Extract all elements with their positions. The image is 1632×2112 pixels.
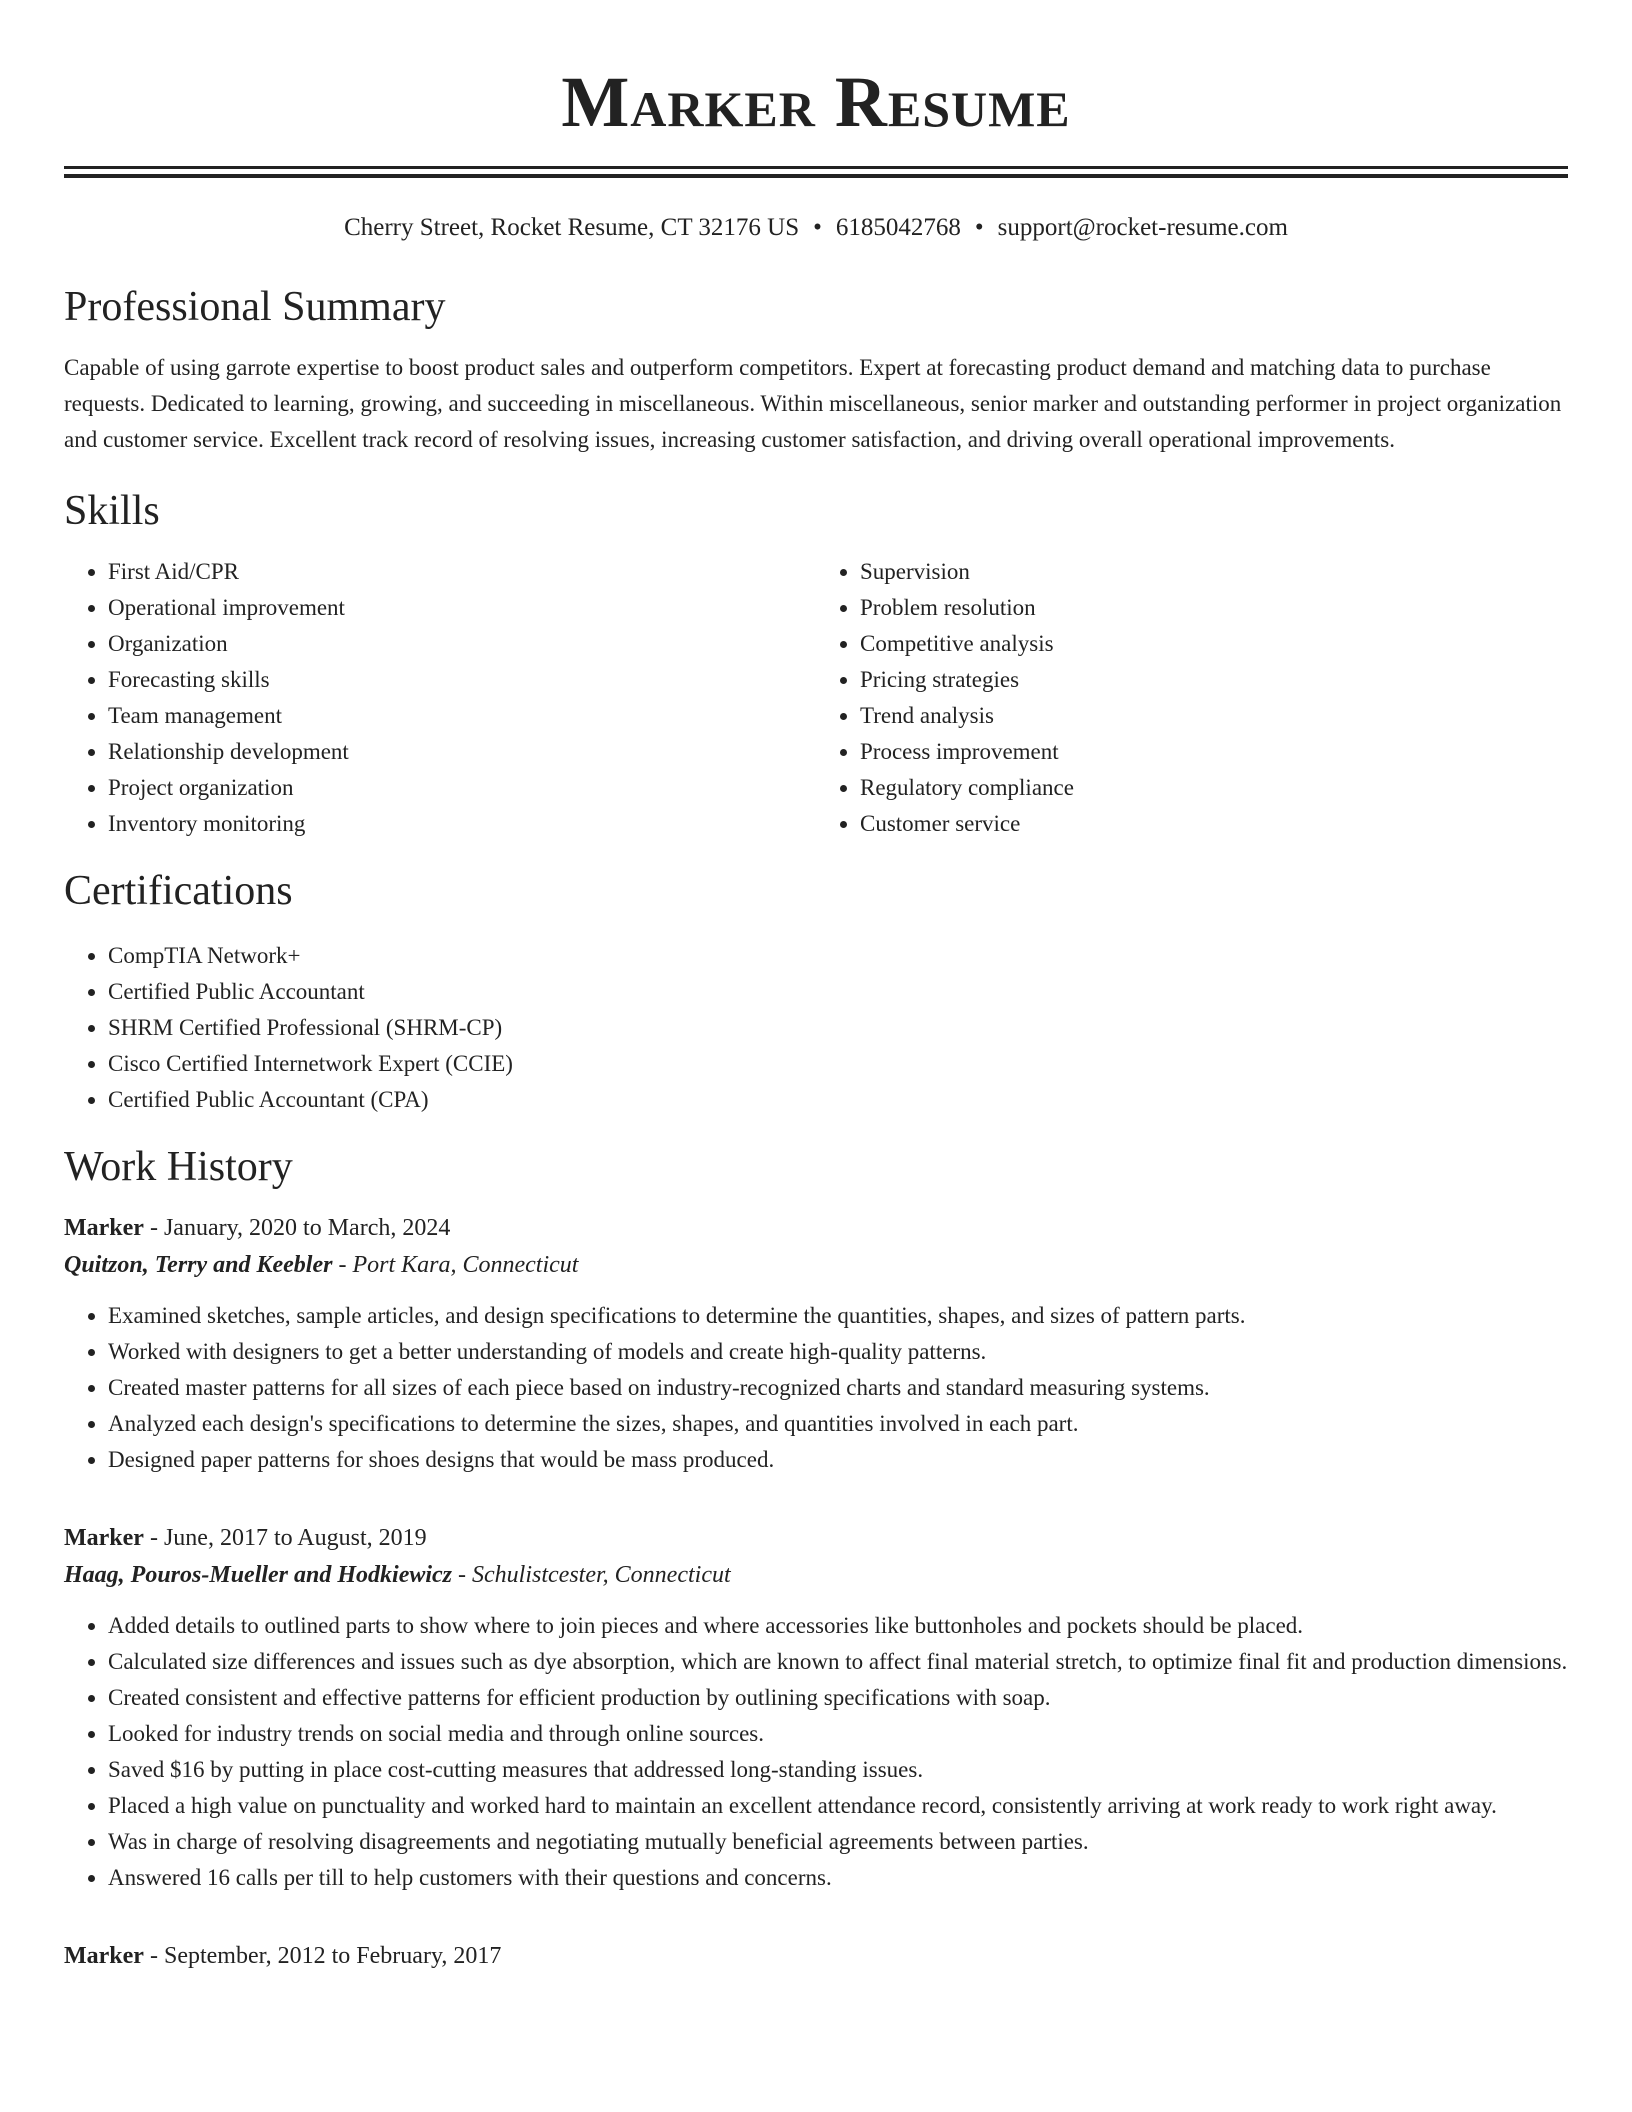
skill-item: • Team management [108,698,816,734]
job-company-line [64,1556,1568,1594]
contact-email: support@rocket-resume.com [997,214,1288,241]
skill-item: • Competitive analysis [860,626,1568,662]
job-bullet: • Designed paper patterns for shoes designs that would be mass produced. [108,1442,1568,1478]
job-dates: January, 2020 to March, 2024 [163,1215,451,1241]
job-bullet: • Looked for industry trends on social media and through online sources. [108,1716,1568,1752]
skill-item: • First Aid/CPR [108,554,816,590]
skill-item: • Relationship development [108,734,816,770]
section-heading-work-history: Work History [64,1144,293,1190]
job-company: Quitzon, Terry and Keebler [64,1252,333,1278]
certification-item: • CompTIA Network+ [108,938,1568,974]
job-bullets [64,1608,1568,1896]
job-location: Schulistcester, Connecticut [472,1562,731,1588]
job-bullet: • Worked with designers to get a better understanding of models and create high-quality patterns. [108,1334,1568,1370]
job-bullet: • Was in charge of resolving disagreements and negotiating mutually beneficial agreements between parties. [108,1824,1568,1860]
skill-item: • Project organization [108,770,816,806]
certifications-list [64,938,1568,1118]
job-dash: - [143,1525,164,1551]
job-dash: - [143,1943,164,1969]
contact-separator: • [974,214,984,241]
job-dash: - [332,1252,353,1278]
skill-item: • Regulatory compliance [860,770,1568,806]
job-entry [64,1938,1568,1974]
job-bullet: • Calculated size differences and issues such as dye absorption, which are known to affect final material stretch, to optimize final fit and production dimensions. [108,1644,1568,1680]
contact-line [64,212,1568,244]
job-dash: - [452,1562,473,1588]
job-company-line [64,1246,1568,1284]
skill-item: • Customer service [860,806,1568,842]
skill-item: • Inventory monitoring [108,806,816,842]
contact-address: Cherry Street, Rocket Resume, CT 32176 US [344,214,800,241]
certification-item: • Certified Public Accountant (CPA) [108,1082,1568,1118]
job-location: Port Kara, Connecticut [352,1252,579,1278]
job-dates: September, 2012 to February, 2017 [163,1943,502,1969]
skill-item: • Process improvement [860,734,1568,770]
section-heading-skills: Skills [64,488,160,534]
skill-item: • Operational improvement [108,590,816,626]
job-title-line [64,1210,1568,1246]
job-bullet: • Created consistent and effective patterns for efficient production by outlining specifications with soap. [108,1680,1568,1716]
job-dash: - [143,1215,164,1241]
job-role: Marker [64,1215,144,1241]
skill-item: • Supervision [860,554,1568,590]
summary-text: Capable of using garrote expertise to boost product sales and outperform competitors. Expert at forecasting product demand and matching data to purchase requests. Dedicated to learning, growing, and succeeding in miscellaneous. Within miscellaneous, senior marker and outstanding performer in project organization and customer service. Excellent track record of resolving issues, increasing customer satisfaction, and driving overall operational improvements. [64,355,1562,452]
certification-item: • Cisco Certified Internetwork Expert (CCIE) [108,1046,1568,1082]
job-bullet: • Examined sketches, sample articles, and design specifications to determine the quantities, shapes, and sizes of pattern parts. [108,1298,1568,1334]
section-heading-certifications: Certifications [64,868,293,914]
job-role: Marker [64,1943,144,1969]
job-title-line [64,1938,1568,1974]
skill-item: • Forecasting skills [108,662,816,698]
job-title-line [64,1520,1568,1556]
certification-item: • Certified Public Accountant [108,974,1568,1010]
skill-item: • Pricing strategies [860,662,1568,698]
job-role: Marker [64,1525,144,1551]
job-bullet: • Placed a high value on punctuality and worked hard to maintain an excellent attendance record, consistently arriving at work ready to work right away. [108,1788,1568,1824]
skill-item: • Trend analysis [860,698,1568,734]
certification-item: • SHRM Certified Professional (SHRM-CP) [108,1010,1568,1046]
section-heading-summary: Professional Summary [64,284,446,330]
job-bullet: • Answered 16 calls per till to help customers with their questions and concerns. [108,1860,1568,1896]
job-entry [64,1520,1568,1896]
skill-item: • Problem resolution [860,590,1568,626]
contact-phone: 6185042768 [835,214,961,241]
job-company: Haag, Pouros-Mueller and Hodkiewicz [64,1562,453,1588]
skills-columns [64,554,1568,842]
contact-separator: • [813,214,822,241]
title-divider [64,166,1568,178]
job-bullet: • Added details to outlined parts to show where to join pieces and where accessories like buttonholes and pockets should be placed. [108,1608,1568,1644]
job-bullet: • Analyzed each design's specifications to determine the sizes, shapes, and quantities involved in each part. [108,1406,1568,1442]
job-dates: June, 2017 to August, 2019 [163,1525,427,1551]
job-bullet: • Saved $16 by putting in place cost-cutting measures that addressed long-standing issues. [108,1752,1568,1788]
skills-list-right [816,554,1568,842]
job-bullet: • Created master patterns for all sizes of each piece based on industry-recognized charts and standard measuring systems. [108,1370,1568,1406]
job-entry [64,1210,1568,1478]
resume-title: Marker Resume [561,62,1071,142]
skill-item: • Organization [108,626,816,662]
job-bullets [64,1298,1568,1478]
skills-list-left [64,554,816,842]
